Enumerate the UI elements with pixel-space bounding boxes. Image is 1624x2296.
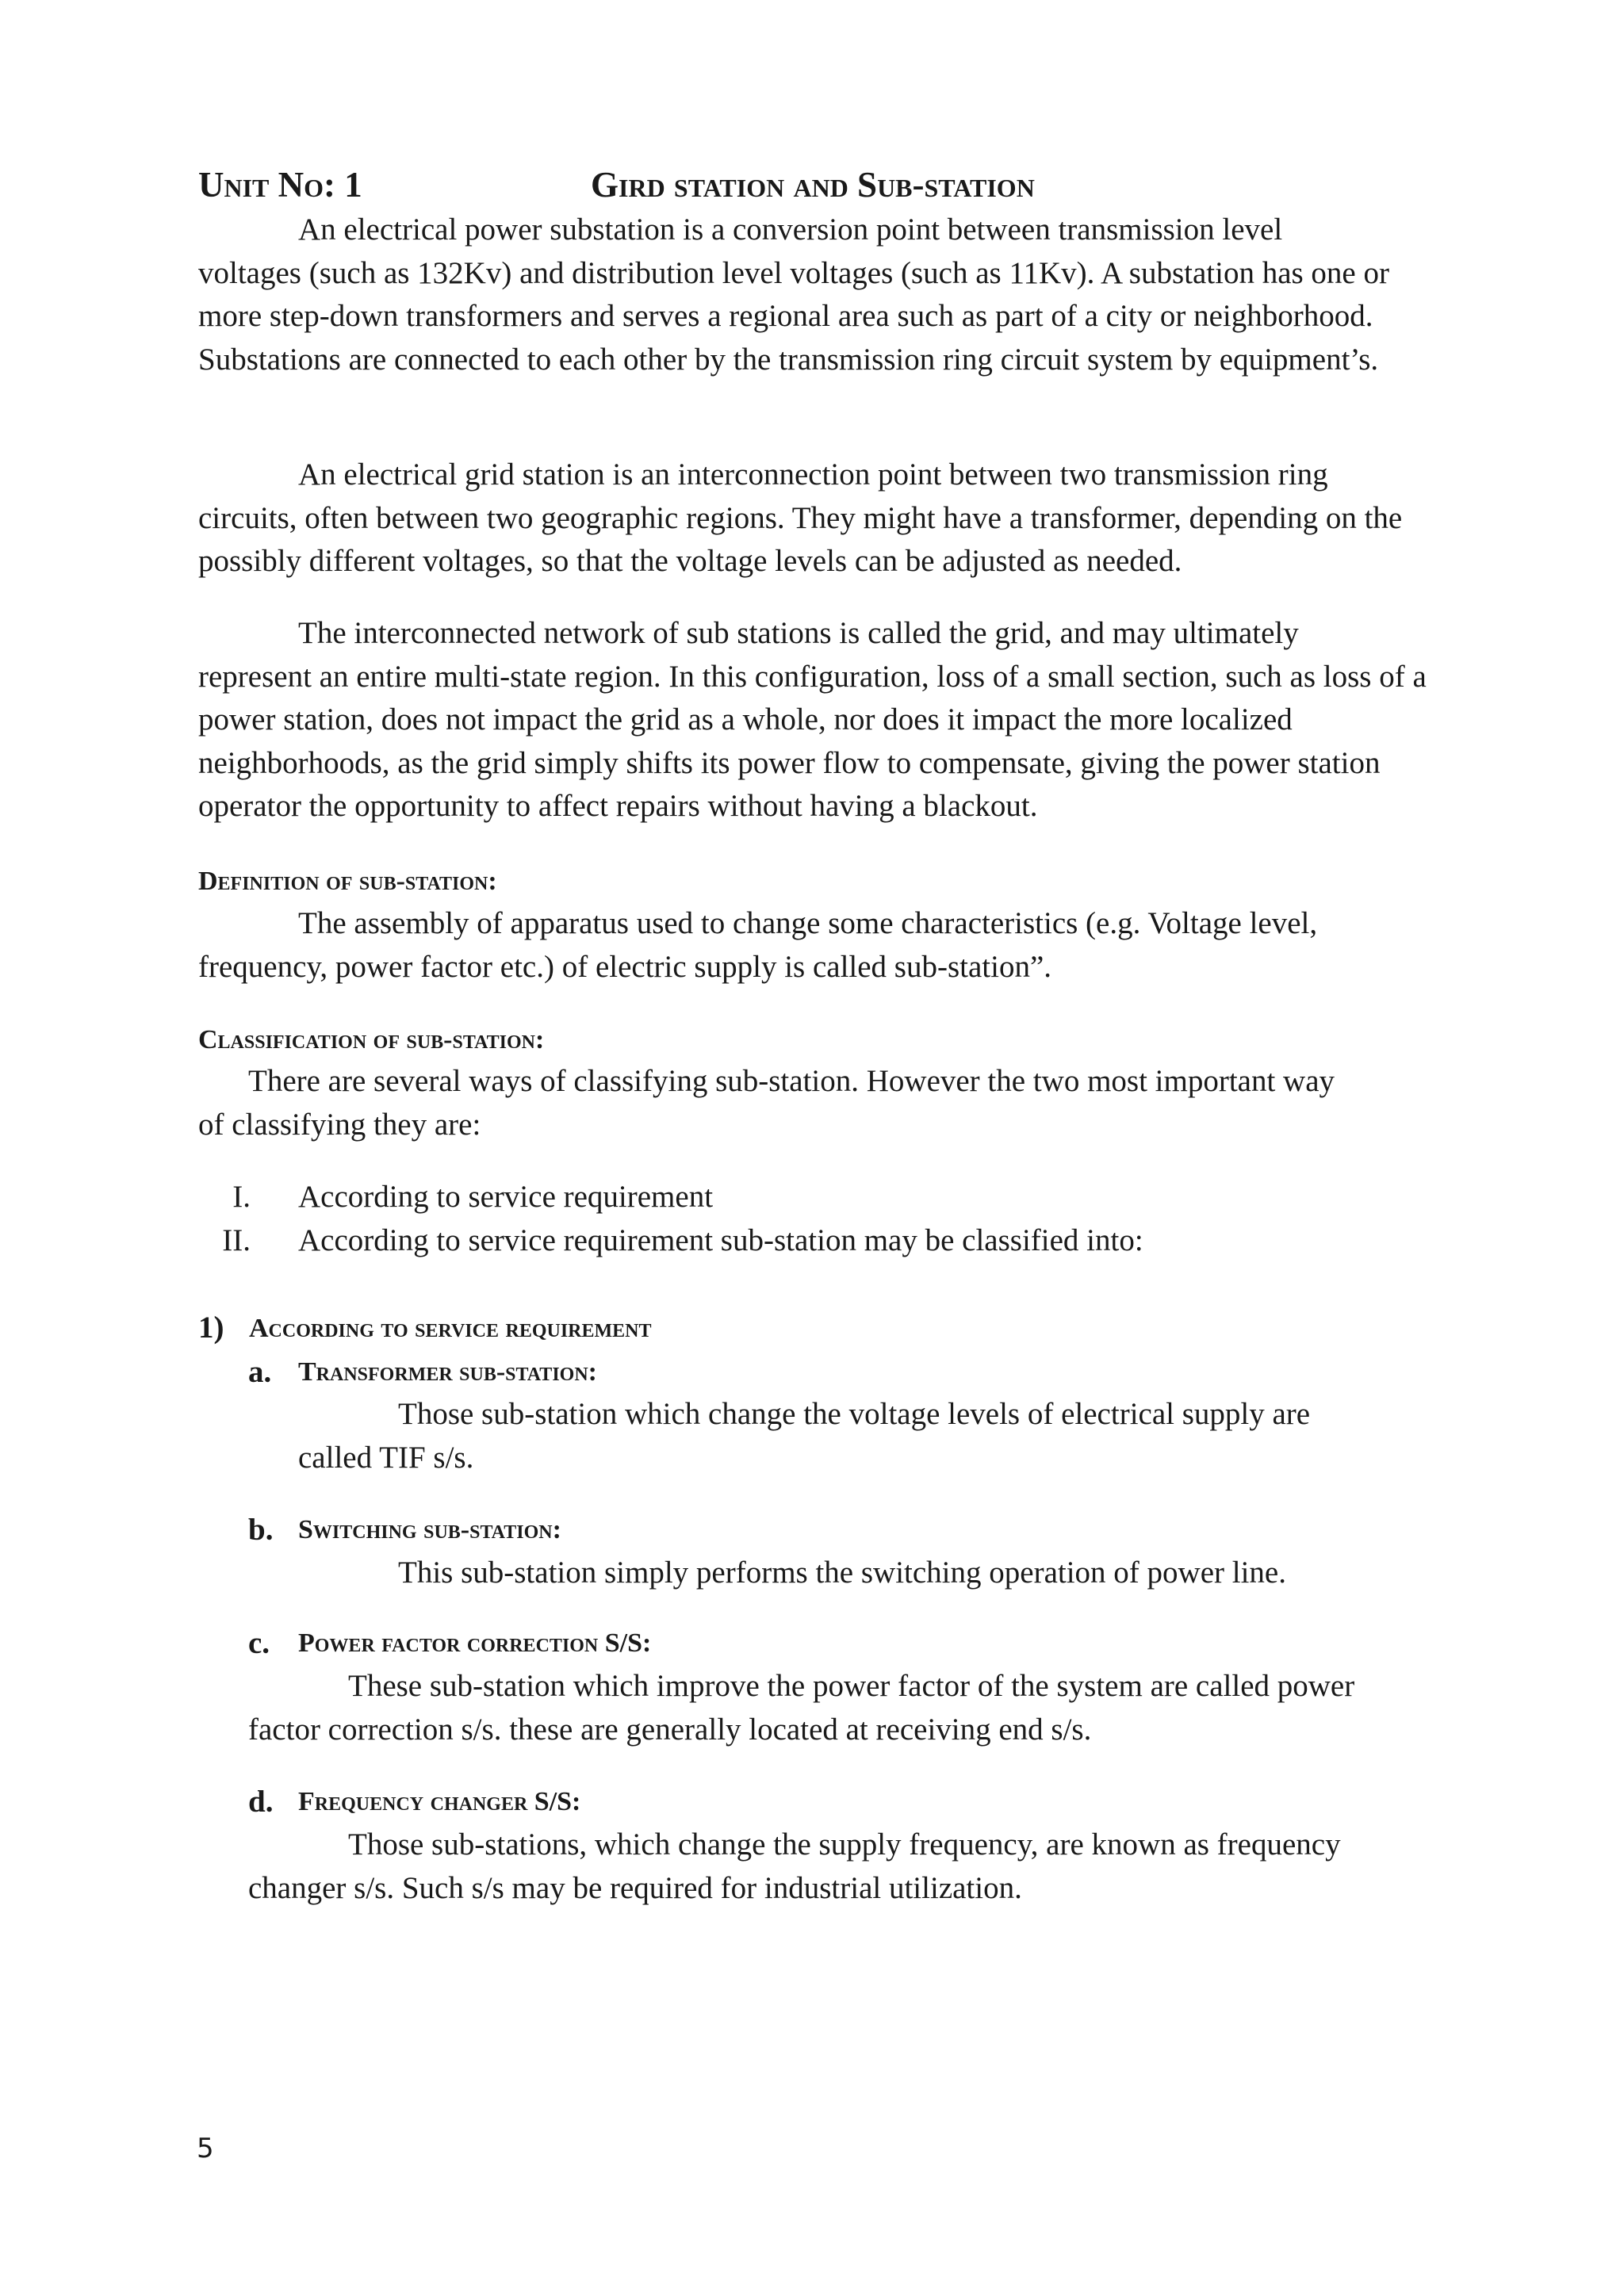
definition-first-line: The assembly of apparatus used to change some characteristics (e.g. Voltage level, [298,906,1318,940]
list-item-number: II. [222,1223,251,1257]
subsection-first-line: Those sub-stations, which change the supply frequency, are known as frequency [348,1827,1341,1862]
intro-paragraph-1-first-line: An electrical power substation is a conversion point between transmission level [298,212,1283,247]
definition-paragraph [198,902,1451,989]
intro-paragraph-3 [198,612,1451,828]
subsection-heading: Transformer sub-station: [298,1357,597,1387]
subsection-heading: Frequency changer S/S: [298,1787,581,1816]
classification-first-line: There are several ways of classifying sub-station. However the two most important way [248,1064,1335,1098]
subsection-paragraph [298,1393,1456,1479]
subsection-rest: factor correction s/s. these are generally located at receiving end s/s. [248,1712,1092,1747]
list-item-number: I. [232,1180,251,1214]
subsection-letter: d. [248,1785,274,1819]
intro-paragraph-1 [198,209,1451,381]
subsection-paragraph: This sub-station simply performs the switching operation of power line. [398,1556,1286,1590]
intro-paragraph-3-first-line: The interconnected network of sub stations is called the grid, and may ultimately [298,616,1299,650]
definition-rest: frequency, power factor etc.) of electric supply is called sub-station”. [198,949,1052,984]
subsection-first-line: Those sub-station which change the voltage levels of electrical supply are [398,1397,1311,1431]
section-number: 1) [198,1311,224,1345]
subsection-paragraph [248,1665,1469,1751]
intro-paragraph-2 [198,453,1451,584]
classification-rest: of classifying they are: [198,1107,481,1142]
subsection-first-line: These sub-station which improve the power factor of the system are called power [348,1669,1355,1703]
subsection-heading: Switching sub-station: [298,1515,561,1544]
subsection-letter: a. [248,1355,272,1389]
subsection-rest: changer s/s. Such s/s may be required for industrial utilization. [248,1870,1022,1905]
subsection-letter: b. [248,1513,274,1547]
list-item-text: According to service requirement [298,1180,714,1214]
subsection-heading: Power factor correction S/S: [298,1628,652,1658]
intro-paragraph-2-rest: circuits, often between two geographic regions. They might have a transformer, depending on the possibly different voltages, so that the voltage levels can be adjusted as needed. [198,500,1403,578]
list-item-text: According to service requirement sub-station may be classified into: [298,1223,1143,1257]
unit-label: Unit No: 1 [198,165,362,205]
intro-paragraph-2-first-line: An electrical grid station is an interconnection point between two transmission ring [298,457,1328,492]
section-heading: According to service requirement [249,1314,652,1343]
subsection-letter: c. [248,1626,270,1660]
subsection-paragraph [248,1823,1469,1910]
page-title: Gird station and Sub-station [591,165,1035,205]
intro-paragraph-1-rest: voltages (such as 132Kv) and distribution level voltages (such as 11Kv). A substation has one or more step-down transformers and serves a regional area such as part of a city or neighborhood. Substations are connected to each other by the transmission ring circuit system by equipment’s. [198,255,1389,377]
classification-heading: Classification of sub-station: [198,1025,545,1054]
subsection-rest: called TIF s/s. [298,1440,474,1475]
page-number: 5 [197,2133,214,2164]
definition-heading: Definition of sub-station: [198,867,497,896]
classification-paragraph [198,1060,1451,1146]
intro-paragraph-3-rest: represent an entire multi-state region. In this configuration, loss of a small section, such as loss of a power station, does not impact the grid as a whole, nor does it impact the more localized neighborhoods, as the grid simply shifts its power flow to compensate, giving the power station operator the opportunity to affect repairs without having a blackout. [198,659,1427,823]
